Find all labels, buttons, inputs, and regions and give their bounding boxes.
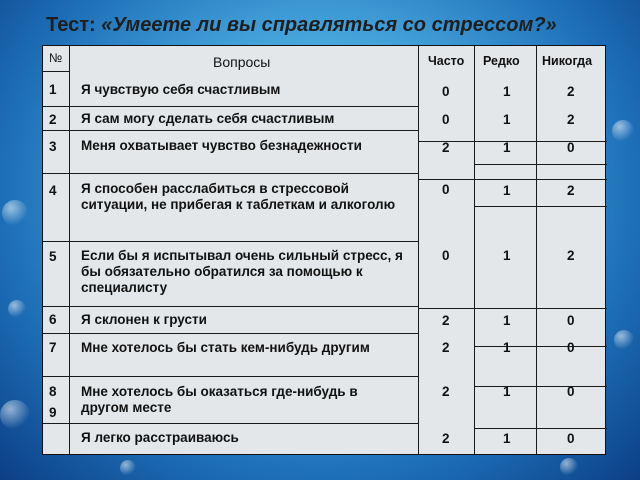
score-often: 0 [442,182,450,197]
row-divider [43,306,419,307]
score-often: 0 [442,248,450,263]
score-rarely: 1 [503,183,511,198]
page-title [46,14,557,37]
question-text: Я склонен к грусти [81,312,207,327]
row-number: 6 [49,312,57,327]
score-often: 0 [442,84,450,99]
question-text: Если бы я испытывал очень сильный стресс, я бы обязательно обратился за помощью к специалисту [81,248,403,295]
title-quote: «Умеете ли вы справляться со стрессом?» [101,14,557,36]
bubble-decoration [2,200,28,226]
score-never: 0 [567,431,575,446]
row-divider [43,106,419,107]
col-divider [69,46,70,454]
row-divider [475,386,607,387]
bubble-decoration [612,120,634,142]
question-text: Я чувствую себя счастливым [81,82,281,97]
row-divider [43,333,419,334]
col-divider [418,46,419,454]
question-text: Я сам могу сделать себя счастливым [81,111,335,126]
header-never: Никогда [542,54,593,68]
score-never: 0 [567,140,575,155]
row-divider [419,308,607,309]
score-rarely: 1 [503,140,511,155]
score-rarely: 1 [503,340,511,355]
header-number: № [49,51,63,65]
question-text: Мне хотелось бы оказаться где-нибудь в другом месте [81,384,358,415]
score-never: 2 [567,183,575,198]
col-divider [474,46,475,454]
header-often: Часто [428,54,465,68]
bubble-decoration [560,458,578,476]
row-divider [43,71,69,72]
score-never: 2 [567,112,575,127]
score-never: 2 [567,84,575,99]
score-often: 2 [442,431,450,446]
col-divider [536,46,537,454]
score-rarely: 1 [503,84,511,99]
question-text: Меня охватывает чувство безнадежности [81,138,362,153]
score-never: 2 [567,248,575,263]
row-number: 9 [49,405,57,420]
score-often: 2 [442,340,450,355]
score-often: 2 [442,384,450,399]
row-divider [475,428,607,429]
score-often: 2 [442,313,450,328]
score-often: 0 [442,112,450,127]
score-never: 0 [567,313,575,328]
stress-test-table [42,45,606,455]
row-number: 1 [49,82,57,97]
row-divider [43,173,419,174]
score-rarely: 1 [503,248,511,263]
question-text: Я легко расстраиваюсь [81,430,239,445]
row-number: 3 [49,139,57,154]
score-rarely: 1 [503,384,511,399]
row-divider [475,164,607,165]
question-text: Я способен расслабиться в стрессовой ситуации, не прибегая к таблеткам и алкоголю [81,181,396,212]
row-divider [43,423,419,424]
row-number: 7 [49,340,57,355]
row-divider [43,241,419,242]
score-rarely: 1 [503,313,511,328]
row-number: 8 [49,384,57,399]
row-number: 5 [49,249,57,264]
row-divider [419,179,607,180]
row-number: 4 [49,183,57,198]
row-divider [475,346,607,347]
header-rarely: Редко [483,54,520,68]
title-prefix: Тест: [46,14,96,36]
header-questions: Вопросы [213,54,271,70]
row-number: 2 [49,112,57,127]
score-never: 0 [567,384,575,399]
row-divider [43,130,419,131]
bubble-decoration [120,460,136,476]
row-divider [475,206,607,207]
bubble-decoration [0,400,30,430]
score-often: 2 [442,140,450,155]
bubble-decoration [614,330,634,350]
row-divider [43,376,419,377]
score-never: 0 [567,340,575,355]
score-rarely: 1 [503,431,511,446]
question-text: Мне хотелось бы стать кем-нибудь другим [81,340,370,355]
bubble-decoration [8,300,26,318]
score-rarely: 1 [503,112,511,127]
